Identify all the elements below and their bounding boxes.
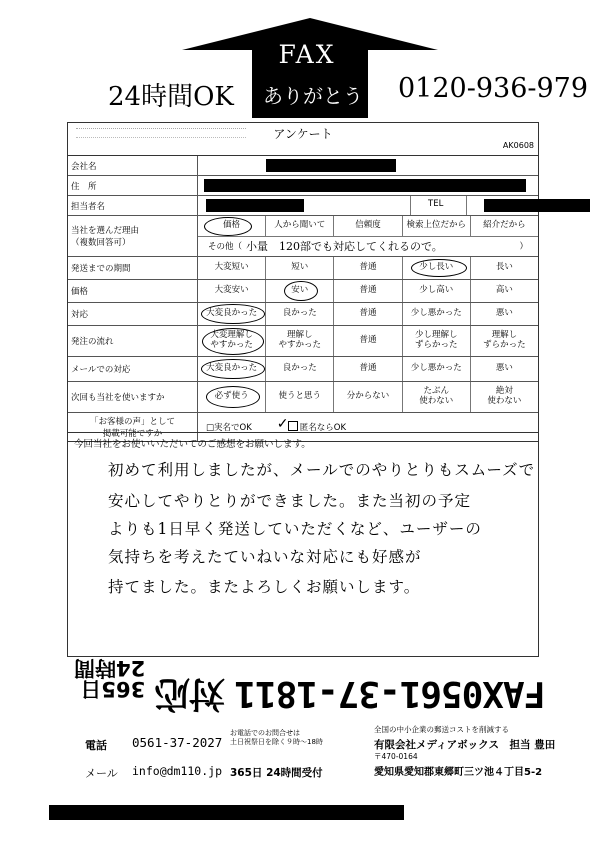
- option[interactable]: 理解し やすかった: [266, 326, 334, 356]
- reason-row: [68, 216, 538, 257]
- q-next-row: [68, 382, 538, 413]
- option[interactable]: 少し悪かった: [403, 303, 471, 325]
- footer-address: 愛知県愛知郡東郷町三ツ池４丁目5-2: [374, 767, 543, 778]
- person-row: [68, 196, 538, 216]
- redaction-bar: [49, 805, 404, 820]
- address-row: [68, 176, 538, 196]
- option[interactable]: 使うと思う: [266, 382, 334, 412]
- fax-banner: [60, 655, 560, 718]
- option[interactable]: 良かった: [266, 357, 334, 381]
- fax-banner-days: 365日: [80, 676, 146, 701]
- redaction-bar: [266, 159, 396, 172]
- option-selected[interactable]: 少し長い: [403, 257, 471, 279]
- footer-tel-note: お電話でのお問合せは: [230, 729, 300, 737]
- tel-label: TEL: [428, 199, 444, 209]
- footer-postal: 〒470-0164: [374, 752, 418, 761]
- option-selected[interactable]: 大変良かった: [198, 303, 266, 325]
- hand-circle: [284, 281, 318, 301]
- option[interactable]: 少し理解し ずらかった: [403, 326, 471, 356]
- reason-option-referral[interactable]: 人から聞いて: [266, 216, 334, 236]
- comment-line: 安心してやりとりができました。また当初の予定: [108, 492, 472, 510]
- q-next-label: 次回も当社を使いますか: [68, 382, 198, 412]
- option-selected[interactable]: 安い: [266, 280, 334, 302]
- fax-label: FAX: [278, 40, 336, 69]
- company-label: 会社名: [68, 156, 198, 175]
- option[interactable]: 高い: [495, 285, 513, 296]
- option[interactable]: 悪い: [495, 308, 513, 319]
- q-price-row: [68, 280, 538, 303]
- option-selected[interactable]: 大変理解し やすかった: [198, 326, 266, 356]
- hours-label: 24時間OK: [108, 82, 234, 112]
- q-price-label: 価格: [68, 280, 198, 302]
- hand-circle: [202, 328, 264, 355]
- voice-option-anonymous[interactable]: ✓ 匿名ならOK: [276, 416, 347, 433]
- person-field[interactable]: [198, 196, 538, 215]
- voice-label: 「お客様の声」として 掲載可能ですか: [68, 413, 198, 441]
- option[interactable]: 良かった: [266, 303, 334, 325]
- option[interactable]: 普通: [334, 280, 402, 302]
- reason-other[interactable]: その他（ 小量 120部でも対応してくれるので。 ）: [208, 240, 528, 254]
- option[interactable]: 長い: [495, 262, 513, 273]
- option[interactable]: 大変安い: [198, 280, 266, 302]
- survey-form: [67, 122, 539, 442]
- person-label: 担当者名: [68, 196, 198, 215]
- footer-tel-number[interactable]: 0561-37-2027: [132, 735, 223, 750]
- q-delivery-label: 発送までの期間: [68, 257, 198, 279]
- hand-circle: [411, 259, 467, 277]
- form-title: アンケート: [273, 127, 333, 141]
- comment-line: 気持ちを考えたていねいな対応にも好感が: [108, 548, 422, 566]
- footer-mail-note: 365日 24時間受付: [230, 767, 323, 779]
- option[interactable]: 普通: [334, 357, 402, 381]
- footer-mail-label: メール: [85, 767, 118, 780]
- option-selected[interactable]: 必ず使う: [198, 382, 266, 412]
- q-mail-row: [68, 357, 538, 382]
- q-flow-row: [68, 326, 538, 357]
- fax-banner-number: FAX0561-37-1811: [235, 672, 546, 714]
- checkbox-icon: [288, 421, 298, 431]
- footer-tagline: 全国の中小企業の郵送コストを削減する: [374, 725, 509, 734]
- comment-line: よりも1日早く発送していただくなど、ユーザーの: [108, 520, 482, 538]
- footer-tel-note: 土日祝祭日を除く９時〜18時: [230, 737, 323, 746]
- option[interactable]: 分からない: [334, 382, 402, 412]
- reason-option-price[interactable]: 価格: [198, 216, 266, 236]
- option[interactable]: 少し高い: [403, 280, 471, 302]
- comment-box[interactable]: [67, 432, 539, 657]
- q-service-row: [68, 303, 538, 326]
- option-selected[interactable]: 大変良かった: [198, 357, 266, 381]
- footer-mail-address[interactable]: info@dm110.jp: [132, 764, 223, 778]
- company-row: [68, 156, 538, 176]
- option[interactable]: 理解し ずらかった: [483, 330, 526, 350]
- address-field[interactable]: [198, 176, 538, 195]
- reason-other-text: 小量 120部でも対応してくれるので。: [246, 240, 443, 254]
- form-header: [68, 123, 538, 156]
- footer-tel-label: 電話: [85, 739, 107, 752]
- q-mail-label: メールでの対応: [68, 357, 198, 381]
- comment-line: 初めて利用しましたが、メールでのやりとりもスムーズで: [108, 461, 536, 479]
- address-label: 住 所: [68, 176, 198, 195]
- reason-option-search[interactable]: 検索上位だから: [403, 216, 471, 236]
- option[interactable]: 普通: [334, 303, 402, 325]
- hand-circle: [206, 386, 260, 408]
- voice-option-realname[interactable]: □実名でOK: [206, 423, 252, 433]
- option[interactable]: 絶対 使わない: [487, 386, 522, 406]
- option[interactable]: たぶん 使わない: [403, 382, 471, 412]
- q-delivery-row: [68, 257, 538, 280]
- redaction-bar: [206, 199, 304, 212]
- reason-option-trust[interactable]: 信頼度: [334, 216, 402, 236]
- hand-circle: [201, 359, 265, 379]
- q-service-label: 対応: [68, 303, 198, 325]
- option[interactable]: 大変短い: [198, 257, 266, 279]
- option[interactable]: 短い: [266, 257, 334, 279]
- comment-prompt: 今回当社をお使いいただいてのご感想をお願いします。: [74, 439, 311, 450]
- company-field[interactable]: [198, 156, 538, 175]
- check-mark-icon: ✓: [276, 416, 289, 432]
- hand-circle: [204, 217, 252, 236]
- comment-line: 持てました。またよろしくお願いします。: [108, 578, 421, 596]
- redaction-bar: [484, 199, 590, 212]
- footer-company: 有限会社メディアボックス 担当 豊田: [374, 739, 556, 751]
- hand-circle: [201, 304, 265, 324]
- reason-label: 当社を選んだ理由 （複数回答可）: [68, 216, 198, 256]
- redaction-bar: [204, 179, 526, 192]
- fax-banner-taiou: 対応: [155, 672, 226, 714]
- option[interactable]: 普通: [334, 326, 402, 356]
- thanks-label: ありがとう: [263, 84, 363, 108]
- reason-option-intro[interactable]: 紹介だから: [483, 219, 526, 230]
- form-code: AK0608: [502, 141, 534, 150]
- option[interactable]: 悪い: [495, 363, 513, 374]
- fax-banner-hours: 24時間: [74, 655, 146, 680]
- option[interactable]: 普通: [334, 257, 402, 279]
- q-flow-label: 発注の流れ: [68, 326, 198, 356]
- free-dial-number: 0120-936-979: [398, 73, 589, 104]
- option[interactable]: 少し悪かった: [403, 357, 471, 381]
